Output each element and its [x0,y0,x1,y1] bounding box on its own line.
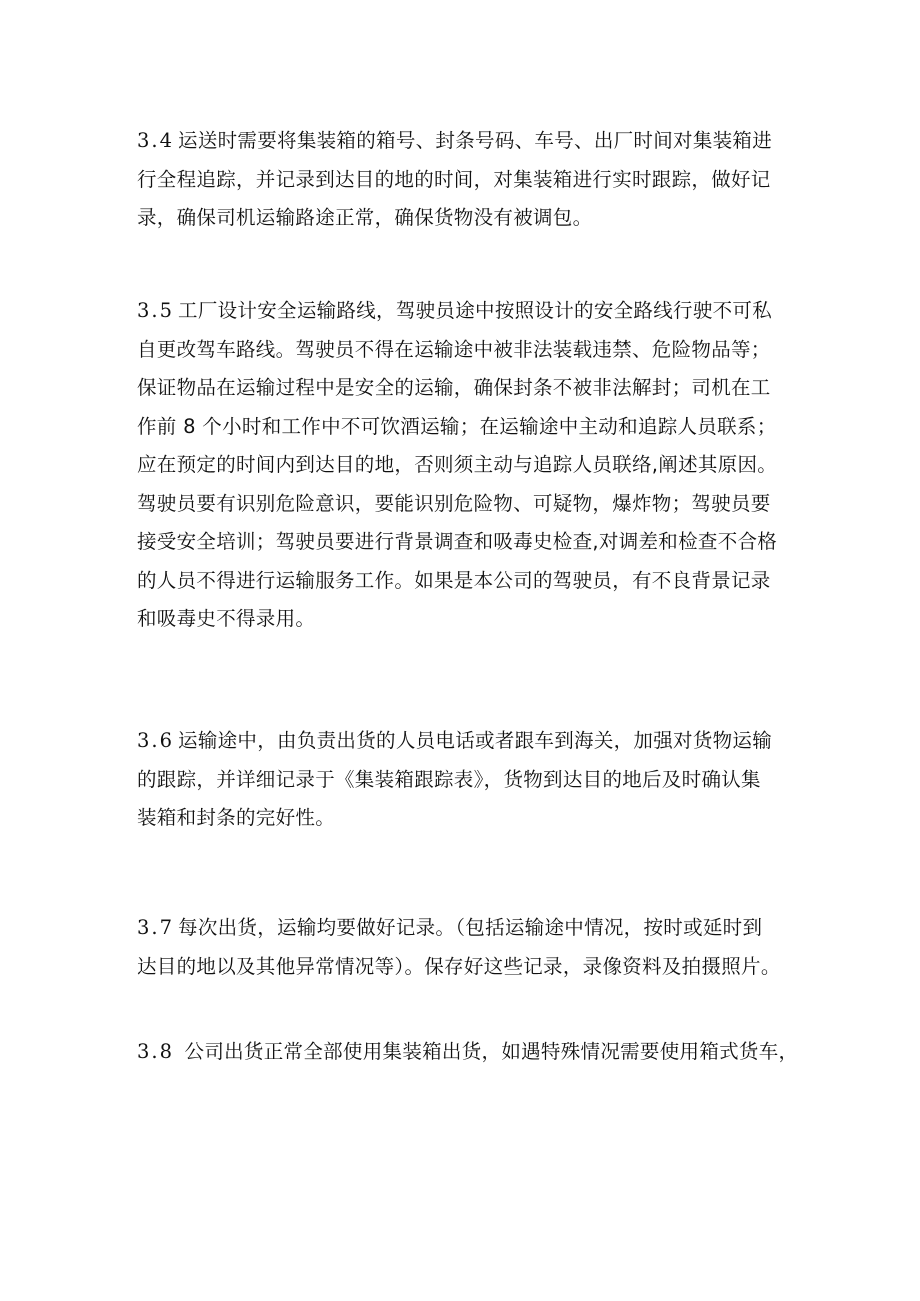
section-number: 3.6 [137,729,175,752]
line-text: 每次出货，运输均要做好记录。（包括运输途中情况，按时或延时到 [178,916,763,939]
paragraph-line: 达目的地以及其他异常情况等）。保存好这些记录，录像资料及拍摄照片。 [137,954,781,978]
paragraph-line: 接受安全培训；驾驶员要进行背景调查和吸毒史检查,对调差和检查不合格 [137,530,778,553]
section-number: 3.4 [137,129,175,152]
section-number: 3.8 [137,1040,175,1063]
section-number: 3.7 [137,916,175,939]
paragraph-line: 作前 8 个小时和工作中不可饮酒运输；在运输途中主动和追踪人员联系； [137,414,777,438]
paragraph-line: 的人员不得进行运输服务工作。如果是本公司的驾驶员，有不良背景记录 [137,568,771,592]
section-number: 3.5 [137,299,175,322]
paragraph-line [137,122,797,161]
paragraph-line: 录，确保司机运输路途正常，确保货物没有被调包。 [137,206,593,229]
paragraph-line: 驾驶员要有识别危险意识，要能识别危险物、可疑物，爆炸物；驾驶员要 [137,491,771,515]
paragraph-line [137,722,797,761]
paragraph-line [137,1033,797,1072]
paragraph-3-6 [137,722,797,838]
paragraph-3-8 [137,1033,797,1072]
paragraph-3-7 [137,909,797,986]
paragraph-line [137,909,797,948]
line-text: 公司出货正常全部使用集装箱出货，如遇特殊情况需要使用箱式货车， [178,1040,799,1063]
paragraph-line [137,292,797,331]
paragraph-line: 应在预定的时间内到达目的地，否则须主动与追踪人员联络,阐述其原因。 [137,453,778,476]
paragraph-line: 自更改驾车路线。驾驶员不得在运输途中被非法装载违禁、危险物品等； [137,337,771,361]
line-text: 运送时需要将集装箱的箱号、封条号码、车号、出厂时间对集装箱进 [178,129,773,152]
paragraph-line: 的跟踪，并详细记录于《集装箱跟踪表》，货物到达目的地后及时确认集 [137,767,761,791]
paragraph-line: 行全程追踪，并记录到达目的地的时间，对集装箱进行实时跟踪，做好记 [137,167,771,191]
paragraph-3-5 [137,292,797,639]
line-text: 运输途中，由负责出货的人员电话或者跟车到海关，加强对货物运输 [178,729,773,752]
paragraph-line: 和吸毒史不得录用。 [137,607,316,630]
paragraph-3-4 [137,122,797,238]
paragraph-line: 保证物品在运输过程中是安全的运输，确保封条不被非法解封；司机在工 [137,376,771,399]
line-text: 工厂设计安全运输路线，驾驶员途中按照设计的安全路线行驶不可私 [178,299,773,322]
paragraph-line: 装箱和封条的完好性。 [137,806,336,829]
